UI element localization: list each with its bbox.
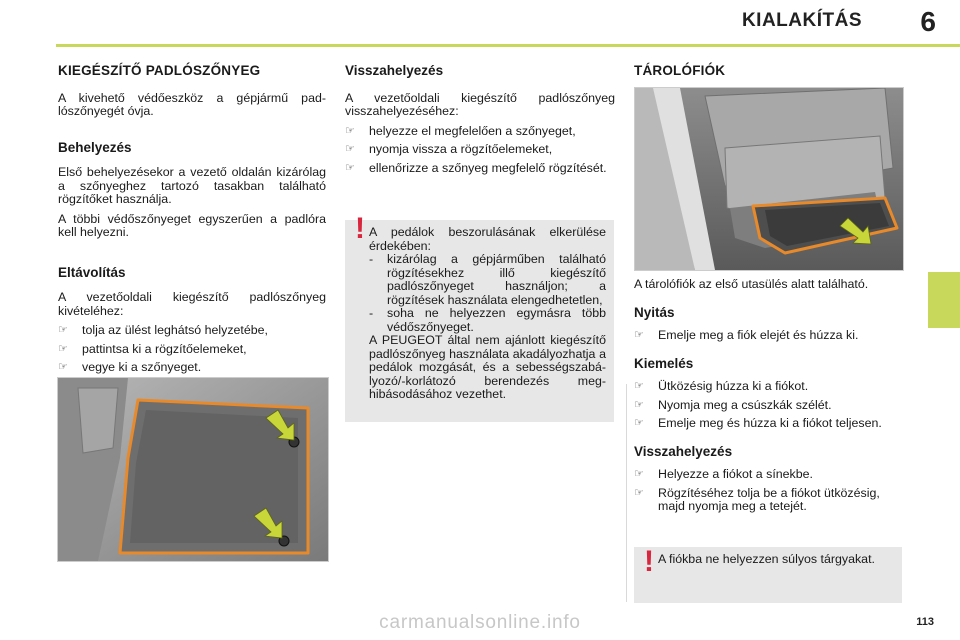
- drawer-remove-heading: Kiemelés: [634, 355, 694, 371]
- watermark: carmanualsonline.info: [379, 612, 581, 633]
- open-steps: [634, 329, 904, 343]
- pedal-warning-text: [369, 226, 606, 402]
- header-rule: [56, 44, 960, 47]
- pointing-hand-icon: ☞: [58, 342, 68, 355]
- chapter-tab: [928, 272, 960, 328]
- floor-mat-intro: A kivehető védőeszköz a gépjármű padlószőnyegét óvja.: [58, 90, 326, 118]
- list-item: ☞ tolja az ülést leghátsó helyzetébe,: [58, 323, 268, 337]
- pedal-warning-intro: A pedálok beszorulásának elkerülése érdekében:: [369, 225, 606, 253]
- page-number: 113: [916, 616, 934, 628]
- list-item: ☞ Helyezze a fiókot a sínekbe.: [634, 467, 813, 481]
- install-heading: Behelyezés: [58, 139, 132, 155]
- storage-drawer-illustration: [635, 88, 903, 270]
- list-item: ☞ Emelje meg és húzza ki a fiókot teljesen.: [634, 416, 882, 430]
- list-item: ☞ Nyomja meg a csúszkák szélét.: [634, 397, 832, 412]
- storage-drawer-title: TÁROLÓFIÓK: [634, 63, 726, 78]
- warning-icon: !: [644, 545, 654, 578]
- pointing-hand-icon: ☞: [345, 161, 355, 174]
- chapter-number: 6: [920, 6, 936, 37]
- column-divider: [626, 384, 627, 602]
- list-item: ☞ helyezze el megfelelően a szőnyeget,: [345, 123, 576, 138]
- floor-mat-title: KIEGÉSZÍTŐ PADLÓSZŐNYEG: [58, 63, 261, 78]
- pointing-hand-icon: ☞: [634, 468, 644, 480]
- reinstall-intro: A vezetőoldali kiegészítő padlószőnyeg visszahelyezéséhez:: [345, 90, 615, 118]
- drawer-warning-box: [634, 547, 902, 603]
- list-item: ☞ Ütközésig húzza ki a fiókot.: [634, 379, 809, 393]
- remove-intro: A vezetőoldali kiegészítő padlószőnyeg kivételéhez:: [58, 290, 326, 318]
- floor-mat-illustration: [58, 378, 328, 561]
- list-item: ☞ Rögzítéséhez tolja be a fiókot ütközésig, majd nyomja meg a tetejét.: [634, 485, 880, 513]
- list-item: ☞ Emelje meg a fiók elejét és húzza ki.: [634, 328, 859, 342]
- column-reinstall: [345, 56, 615, 180]
- column-storage-drawer-text: [634, 278, 904, 519]
- reinstall-steps: [345, 125, 615, 176]
- install-paragraph-1: Első behelyezésekor a vezető oldalán kizárólag a szőnyeghez tartozó tasakban található rögzítőket használja.: [58, 165, 326, 206]
- pointing-hand-icon: ☞: [58, 361, 68, 373]
- open-heading: Nyitás: [634, 304, 675, 320]
- storage-drawer-photo: [634, 87, 904, 271]
- list-item: - kizárólag a gépjárműben található rögzítésekhez illő kiegészítő padlószőnyeget használjon; a rögzítések használata elengedhetetlen,: [369, 252, 606, 307]
- install-paragraph-2: A többi védőszőnyeget egyszerűen a padlóra kell helyezni.: [58, 211, 326, 239]
- list-item: ☞ ellenőrizze a szőnyeg megfelelő rögzítését.: [345, 160, 607, 175]
- floor-mat-photo: [57, 377, 329, 562]
- remove-steps: [58, 324, 326, 375]
- list-item: - soha ne helyezzen egymásra több védőszőnyeget.: [369, 306, 606, 334]
- section-title: KIALAKÍTÁS: [741, 10, 862, 31]
- pointing-hand-icon: ☞: [345, 143, 355, 155]
- pedal-warning-outro: A PEUGEOT által nem ajánlott kiegészítő padlószőnyeg használata akadályozhatja a pedálok mozgását, és a sebességszabályozó/-korlátozó berendezés meghibásodásához vezethet.: [369, 333, 606, 401]
- pointing-hand-icon: ☞: [345, 124, 355, 137]
- pointing-hand-icon: ☞: [58, 324, 68, 336]
- dash-marker: -: [369, 306, 374, 320]
- reinstall-heading: Visszahelyezés: [345, 63, 444, 78]
- pointing-hand-icon: ☞: [634, 417, 644, 429]
- pointing-hand-icon: ☞: [634, 486, 644, 499]
- list-item: ☞ pattintsa ki a rögzítőelemeket,: [58, 341, 247, 356]
- pointing-hand-icon: ☞: [634, 329, 644, 341]
- dash-marker: -: [369, 252, 374, 266]
- column-floor-mat: [58, 56, 326, 380]
- drawer-remove-steps: [634, 380, 904, 431]
- pointing-hand-icon: ☞: [634, 380, 644, 392]
- list-item: ☞ nyomja vissza a rögzítőelemeket,: [345, 142, 553, 156]
- list-item: ☞ vegye ki a szőnyeget.: [58, 360, 202, 374]
- pedal-warning-box: [345, 212, 614, 422]
- remove-heading: Eltávolítás: [58, 264, 126, 280]
- drawer-reinstall-heading: Visszahelyezés: [634, 443, 733, 459]
- pointing-hand-icon: ☞: [634, 398, 644, 411]
- drawer-warning-text: A fiókba ne helyezzen súlyos tárgyakat.: [658, 552, 875, 566]
- storage-drawer-caption: A tárolófiók az első utasülés alatt található.: [634, 277, 869, 291]
- warning-icon: !: [355, 212, 365, 245]
- drawer-reinstall-steps: [634, 468, 904, 514]
